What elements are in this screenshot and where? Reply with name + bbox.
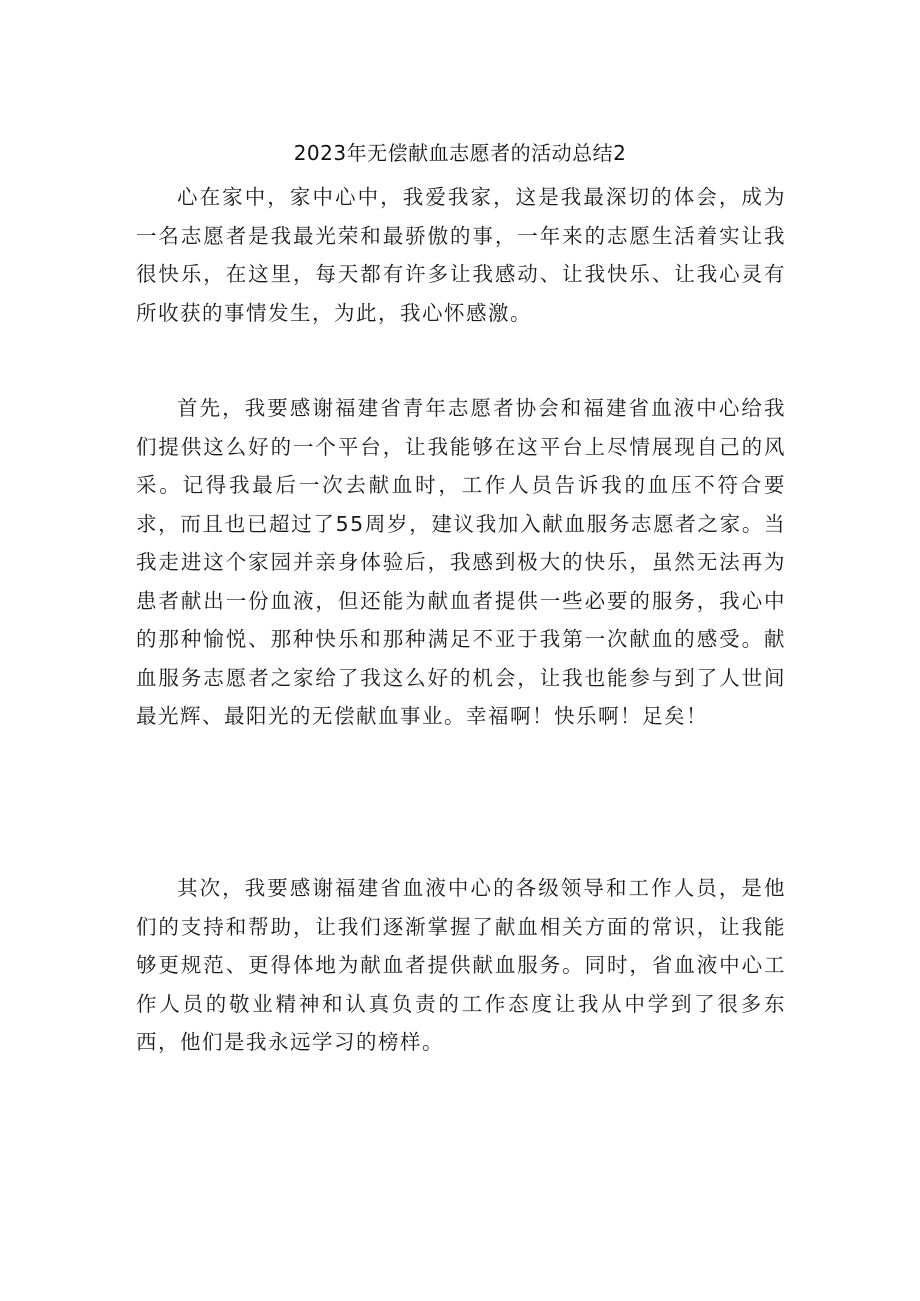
paragraph-3: 其次，我要感谢福建省血液中心的各级领导和工作人员，是他们的支持和帮助，让我们逐渐掌握了献血相关方面的常识，让我能够更规范、更得体地为献血者提供献血服务。同时，省血液中心工作人员的敬业精神和认真负责的工作态度让我从中学到了很多东西，他们是我永远学习的榜样。 <box>136 876 786 1054</box>
paragraph-1: 心在家中，家中心中，我爱我家，这是我最深切的体会，成为一名志愿者是我最光荣和最骄傲的事，一年来的志愿生活着实让我很快乐，在这里，每天都有许多让我感动、让我快乐、让我心灵有所收获的事情发生，为此，我心怀感激。 <box>136 185 786 325</box>
paragraph-2: 首先，我要感谢福建省青年志愿者协会和福建省血液中心给我们提供这么好的一个平台，让我能够在这平台上尽情展现自己的风采。记得我最后一次去献血时，工作人员告诉我的血压不符合要求，而且也已超过了55周岁，建议我加入献血服务志愿者之家。当我走进这个家园并亲身体验后，我感到极大的快乐，虽然无法再为患者献出一份血液，但还能为献血者提供一些必要的服务，我心中的那种愉悦、那种快乐和那种满足不亚于我第一次献血的感受。献血服务志愿者之家给了我这么好的机会，让我也能参与到了人世间最光辉、最阳光的无偿献血事业。幸福啊！快乐啊！足矣！ <box>136 396 786 728</box>
document-title: 2023年无偿献血志愿者的活动总结2 <box>293 141 627 165</box>
